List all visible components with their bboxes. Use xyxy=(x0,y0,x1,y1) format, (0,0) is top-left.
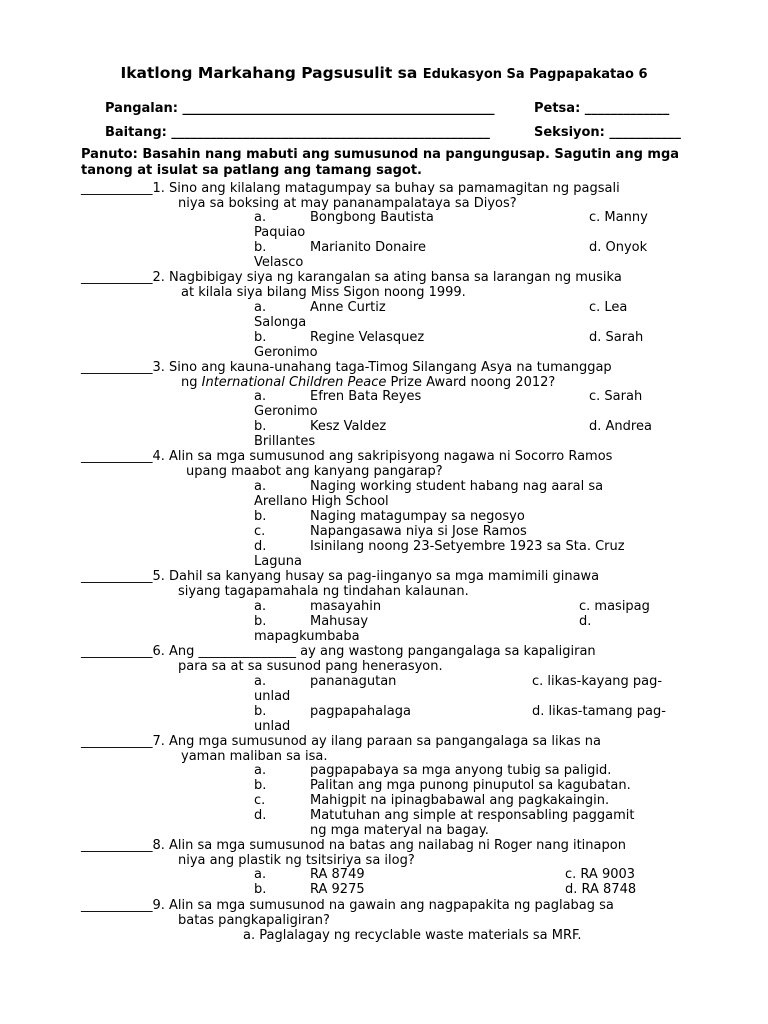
q2-choice-c-cont: Salonga xyxy=(254,315,307,330)
question-7: ___________7. Ang mga sumusunod ay ilang paraan sa pangangalaga sa likas na xyxy=(81,734,601,749)
choice-text: Mahusay xyxy=(310,614,369,629)
question-9: ___________9. Alin sa mga sumusunod na gawain ang nagpapakita ng paglabag sa xyxy=(81,898,614,913)
q4-choice-a xyxy=(254,479,603,494)
q7-choice-c xyxy=(254,793,609,808)
q9-choice-a: a. Paglalagay ng recyclable waste materials sa MRF. xyxy=(243,928,582,943)
choice-letter: d. xyxy=(254,539,267,554)
question-1-cont: niya sa boksing at may pananampalataya sa Diyos? xyxy=(178,196,517,211)
page-title xyxy=(0,66,768,82)
q8-choice-b xyxy=(254,882,365,897)
q5-choice-c: c. masipag xyxy=(579,599,650,614)
q3-choice-b xyxy=(254,419,386,434)
q7-choice-a xyxy=(254,763,611,778)
choice-letter: c. xyxy=(254,793,266,808)
choice-text: Matutuhan ang simple at responsabling paggamit xyxy=(310,808,635,823)
q5-choice-a xyxy=(254,599,381,614)
q5-choice-d-cont: mapagkumbaba xyxy=(254,629,360,644)
instructions: Panuto: Basahin nang mabuti ang sumusunod na pangungusap. Sagutin ang mga tanong at isulat sa patlang ang tamang sagot. xyxy=(81,147,680,178)
q5-choice-b xyxy=(254,614,368,629)
choice-letter: a. xyxy=(254,300,267,315)
title-subject: Edukasyon Sa Pagpapakatao 6 xyxy=(422,67,648,82)
choice-text: pananagutan xyxy=(310,674,397,689)
q2-choice-d: d. Sarah xyxy=(589,330,644,345)
choice-letter: a. xyxy=(254,867,267,882)
q7-choice-b xyxy=(254,778,631,793)
q2-choice-a xyxy=(254,300,386,315)
choice-text: Napangasawa niya si Jose Ramos xyxy=(310,524,527,539)
question-9-cont: batas pangkapaligiran? xyxy=(178,913,330,928)
q5-choice-d: d. xyxy=(579,614,592,629)
choice-text: Efren Bata Reyes xyxy=(310,389,422,404)
choice-letter: b. xyxy=(254,240,267,255)
choice-letter: b. xyxy=(254,704,267,719)
q6-choice-d-cont: unlad xyxy=(254,719,291,734)
choice-letter: a. xyxy=(254,763,267,778)
choice-letter: a. xyxy=(254,389,267,404)
choice-text: Anne Curtiz xyxy=(310,300,386,315)
q6-choice-c: c. likas-kayang pag- xyxy=(532,674,663,689)
q3-text-pre: ng xyxy=(181,375,202,390)
question-6: ___________6. Ang _______________ ay ang wastong pangangalaga sa kapaligiran xyxy=(81,644,596,659)
choice-text: pagpapahalaga xyxy=(310,704,411,719)
q8-choice-d: d. RA 8748 xyxy=(565,882,637,897)
q3-choice-d-cont: Brillantes xyxy=(254,434,316,449)
q7-choice-d xyxy=(254,808,634,823)
choice-text: Mahigpit na ipinagbabawal ang pagkakaingin. xyxy=(310,793,610,808)
question-3: ___________3. Sino ang kauna-unahang taga-Timog Silangang Asya na tumanggap xyxy=(81,360,612,375)
q6-choice-c-cont: unlad xyxy=(254,689,291,704)
choice-letter: b. xyxy=(254,509,267,524)
choice-text: Naging working student habang nag aaral sa xyxy=(310,479,604,494)
pangalan-field: Pangalan: ________________________________________________ xyxy=(105,101,495,116)
question-5-cont: siyang tagapamahala ng tindahan kalaunan. xyxy=(178,584,469,599)
q3-choice-a xyxy=(254,389,421,404)
choice-letter: b. xyxy=(254,778,267,793)
q7-choice-d-cont: ng mga materyal na bagay. xyxy=(310,823,489,838)
question-7-cont: yaman maliban sa isa. xyxy=(181,749,328,764)
question-2: ___________2. Nagbibigay siya ng karangalan sa ating bansa sa larangan ng musika xyxy=(81,270,622,285)
choice-text: Isinilang noong 23-Setyembre 1923 sa Sta. Cruz xyxy=(310,539,625,554)
q6-choice-d: d. likas-tamang pag- xyxy=(532,704,666,719)
choice-text: Palitan ang mga punong pinuputol sa kagubatan. xyxy=(310,778,631,793)
q8-choice-a xyxy=(254,867,365,882)
question-8-cont: niya ang plastik ng tsitsiriya sa ilog? xyxy=(178,853,415,868)
choice-text: RA 9275 xyxy=(310,882,365,897)
question-2-cont: at kilala siya bilang Miss Sigon noong 1999. xyxy=(181,285,466,300)
choice-letter: a. xyxy=(254,674,267,689)
q4-choice-c xyxy=(254,524,527,539)
choice-letter: a. xyxy=(254,210,267,225)
q3-choice-c: c. Sarah xyxy=(589,389,643,404)
choice-text: Marianito Donaire xyxy=(310,240,426,255)
petsa-field: Petsa: _____________ xyxy=(534,101,670,116)
q4-choice-d-cont: Laguna xyxy=(254,554,302,569)
choice-letter: b. xyxy=(254,419,267,434)
q1-choice-c: c. Manny xyxy=(589,210,648,225)
question-3-cont xyxy=(181,375,555,390)
question-5: ___________5. Dahil sa kanyang husay sa pag-iinganyo sa mga mamimili ginawa xyxy=(81,569,600,584)
q6-choice-b xyxy=(254,704,411,719)
seksiyon-field: Seksiyon: ___________ xyxy=(534,125,681,140)
choice-text: Naging matagumpay sa negosyo xyxy=(310,509,525,524)
q4-choice-b xyxy=(254,509,525,524)
title-main: Ikatlong Markahang Pagsusulit sa xyxy=(120,64,423,82)
question-6-cont: para sa at sa susunod pang henerasyon. xyxy=(178,659,443,674)
q2-choice-c: c. Lea xyxy=(589,300,628,315)
choice-letter: b. xyxy=(254,330,267,345)
baitang-field: Baitang: _________________________________________________ xyxy=(105,125,490,140)
choice-letter: b. xyxy=(254,882,267,897)
choice-text: masayahin xyxy=(310,599,382,614)
q4-choice-d xyxy=(254,539,625,554)
choice-text: pagpapabaya sa mga anyong tubig sa paligid. xyxy=(310,763,612,778)
q1-choice-d-cont: Velasco xyxy=(254,255,304,270)
question-4: ___________4. Alin sa mga sumusunod ang sakripisyong nagawa ni Socorro Ramos xyxy=(81,449,613,464)
q2-choice-b xyxy=(254,330,424,345)
question-4-cont: upang maabot ang kanyang pangarap? xyxy=(186,464,443,479)
q4-choice-a-cont: Arellano High School xyxy=(254,494,389,509)
q2-choice-d-cont: Geronimo xyxy=(254,345,318,360)
q3-choice-c-cont: Geronimo xyxy=(254,404,318,419)
question-1: ___________1. Sino ang kilalang matagumpay sa buhay sa pamamagitan ng pagsali xyxy=(81,181,620,196)
q3-text-italic: International Children Peace xyxy=(201,375,387,390)
q3-choice-d: d. Andrea xyxy=(589,419,652,434)
q1-choice-a xyxy=(254,210,434,225)
q1-choice-c-cont: Paquiao xyxy=(254,225,306,240)
question-8: ___________8. Alin sa mga sumusunod na batas ang nailabag ni Roger nang itinapon xyxy=(81,838,626,853)
choice-text: RA 8749 xyxy=(310,867,365,882)
q3-text-post: Prize Award noong 2012? xyxy=(386,375,556,390)
choice-letter: b. xyxy=(254,614,267,629)
q8-choice-c: c. RA 9003 xyxy=(565,867,636,882)
choice-letter: a. xyxy=(254,479,267,494)
choice-letter: a. xyxy=(254,599,267,614)
choice-text: Regine Velasquez xyxy=(310,330,425,345)
choice-letter: d. xyxy=(254,808,267,823)
choice-letter: c. xyxy=(254,524,266,539)
q1-choice-d: d. Onyok xyxy=(589,240,648,255)
choice-text: Kesz Valdez xyxy=(310,419,387,434)
q1-choice-b xyxy=(254,240,426,255)
q6-choice-a xyxy=(254,674,396,689)
choice-text: Bongbong Bautista xyxy=(310,210,434,225)
